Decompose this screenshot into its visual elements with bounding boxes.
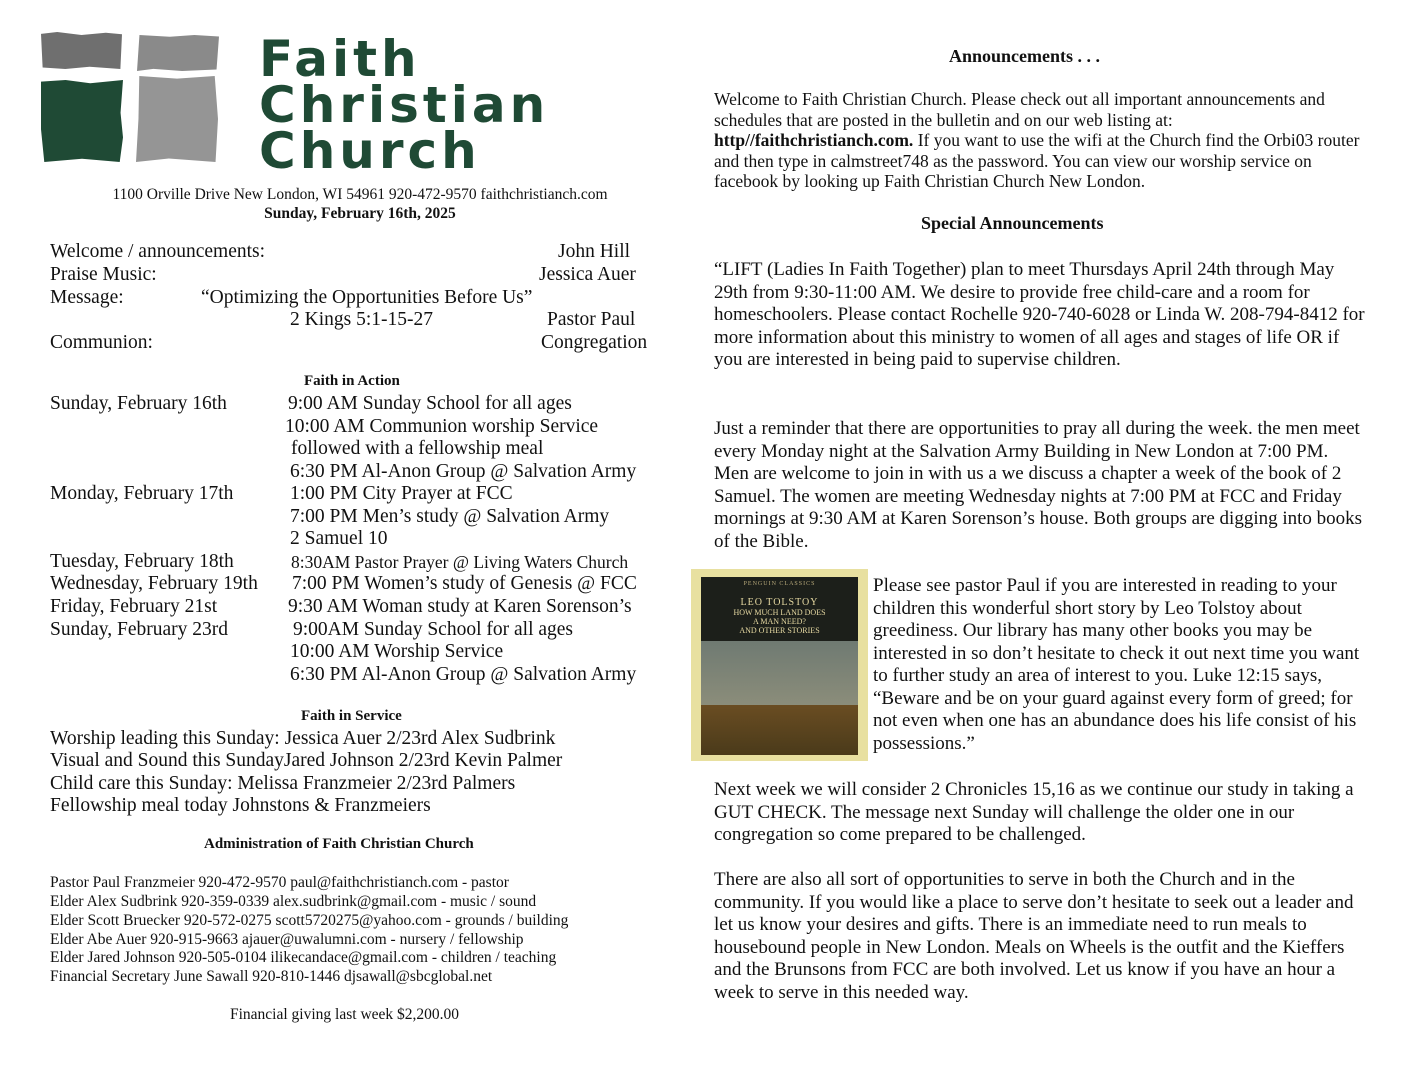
logo-block	[137, 35, 219, 71]
service-line: Visual and Sound this SundayJared Johnson 2/23rd Kevin Palmer	[50, 750, 563, 771]
intro-text: If you want to use the wifi at the Church find the Orbi03 router and then type in calmstreet748 as the password. You can view our worship service on facebook by looking up Faith Christian Church New London.	[714, 130, 1360, 191]
service-line: Worship leading this Sunday: Jessica Auer 2/23rd Alex Sudbrink	[50, 728, 556, 749]
service-line: Child care this Sunday: Melissa Franzmeier 2/23rd Palmers	[50, 773, 516, 794]
logo-text-faith: Faith	[259, 30, 421, 88]
schedule-day: Monday, February 17th	[50, 483, 234, 504]
book-announcement: Please see pastor Paul if you are interested in reading to your children this wonderful short story by Leo Tolstoy about greediness. Our library has many other books you may be interested in so don’t hesitate to check it out next time you want to further study an area of interest to you. Luke 12:15 says, “Beware and be on your guard against every form of greed; for not even when one has an abundance does his life consist of his possessions.”	[873, 575, 1360, 754]
book-publisher: PENGUIN CLASSICS	[743, 581, 816, 587]
order-label: Communion:	[50, 332, 153, 353]
schedule-day: Friday, February 21st	[50, 596, 218, 617]
lift-announcement: “LIFT (Ladies In Faith Together) plan to meet Thursdays April 24th through May 29th from 9:30-11:00 AM. We desire to provide free child-care and a room for homeschoolers. Please contact Rochelle 920-740-6028 or Linda W. 208-794-8412 for more information about this ministry to women of all ages and stages of life OR if you are interested in being paid to supervise children.	[714, 259, 1365, 370]
schedule-day: Sunday, February 23rd	[50, 619, 228, 640]
order-label: Message:	[50, 287, 124, 308]
announcements-intro	[714, 89, 1364, 192]
message-title: “Optimizing the Opportunities Before Us”	[201, 287, 533, 308]
schedule-item: 8:30AM Pastor Prayer @ Living Waters Church	[291, 552, 629, 572]
service-line: Fellowship meal today Johnstons & Franzmeiers	[50, 795, 431, 816]
schedule-item: 9:00AM Sunday School for all ages	[293, 619, 574, 640]
announcements-heading: Announcements . . .	[949, 46, 1101, 66]
scripture-reference: 2 Kings 5:1-15-27	[290, 309, 433, 330]
faith-in-service-heading: Faith in Service	[301, 708, 402, 724]
admin-contact: Pastor Paul Franzmeier 920-472-9570 paul@faithchristianch.com - pastor	[50, 874, 509, 891]
administration-heading: Administration of Faith Christian Church	[204, 836, 474, 852]
book-cover-image	[691, 569, 868, 761]
admin-contact: Elder Jared Johnson 920-505-0104 ilikecandace@gmail.com - children / teaching	[50, 949, 557, 966]
schedule-item: 7:00 PM Women’s study of Genesis @ FCC	[292, 573, 637, 594]
order-value: John Hill	[558, 241, 631, 262]
book-author: LEO TOLSTOY	[740, 597, 819, 608]
admin-contact: Financial Secretary June Sawall 920-810-1446 djsawall@sbcglobal.net	[50, 968, 493, 985]
admin-contact: Elder Alex Sudbrink 920-359-0339 alex.sudbrink@gmail.com - music / sound	[50, 893, 537, 910]
book-title: HOW MUCH LAND DOES A MAN NEED? AND OTHER STORIES	[733, 608, 826, 635]
order-value: Jessica Auer	[539, 264, 636, 285]
admin-contact: Elder Scott Bruecker 920-572-0275 scott5720275@yahoo.com - grounds / building	[50, 912, 569, 929]
schedule-item: 7:00 PM Men’s study @ Salvation Army	[290, 506, 610, 527]
schedule-day: Tuesday, February 18th	[50, 551, 234, 572]
order-value: Pastor Paul	[547, 309, 636, 330]
logo-text-christian: Christian	[259, 76, 550, 134]
logo-block	[41, 32, 122, 69]
schedule-item: 9:30 AM Woman study at Karen Sorenson’s	[288, 596, 632, 617]
church-address: 1100 Orville Drive New London, WI 54961 920-472-9570 faithchristianch.com	[112, 186, 608, 203]
faith-in-action-heading: Faith in Action	[304, 373, 400, 389]
schedule-item: 10:00 AM Communion worship Service	[285, 416, 599, 437]
schedule-item: 10:00 AM Worship Service	[290, 641, 504, 662]
next-week-announcement: Next week we will consider 2 Chronicles 15,16 as we continue our study in taking a GUT CHECK. The message next Sunday will challenge the older one in our congregation so come prepared to be challenged.	[714, 779, 1354, 845]
logo-text-church: Church	[259, 122, 481, 180]
prayer-announcement: Just a reminder that there are opportunities to pray all during the week. the men meet every Monday night at the Salvation Army Building in New London at 7:00 PM. Men are welcome to join in with us a we discuss a chapter a week of the book of 2 Samuel. The women are meeting Wednesday nights at 7:00 PM at FCC and Friday mornings at 9:30 AM at Karen Sorenson’s house. Both groups are digging into books of the Bible.	[714, 418, 1363, 552]
intro-text: Welcome to Faith Christian Church. Please check out all important announcements and schedules that are posted in the bulletin and on our web listing at:	[714, 89, 1325, 130]
order-value: Congregation	[541, 332, 648, 353]
serve-announcement: There are also all sort of opportunities to serve in both the Church and in the community. If you would like a place to serve don’t hesitate to seek out a leader and let us know your desires and gifts. There is an immediate need to run meals to housebound people in New London. Meals on Wheels is the outfit and the Kieffers and the Brunsons from FCC are both involved. Let us know if you have an hour a week to serve in this needed way.	[714, 869, 1354, 1003]
logo-block	[136, 76, 218, 162]
schedule-item: 6:30 PM Al-Anon Group @ Salvation Army	[290, 664, 637, 685]
order-label: Praise Music:	[50, 264, 157, 285]
schedule-day: Wednesday, February 19th	[50, 573, 258, 594]
schedule-item: 6:30 PM Al-Anon Group @ Salvation Army	[290, 461, 637, 482]
church-logo	[41, 30, 681, 180]
logo-block	[41, 80, 123, 162]
special-announcements-heading: Special Announcements	[921, 213, 1104, 233]
schedule-item: 2 Samuel 10	[290, 528, 388, 549]
schedule-item: followed with a fellowship meal	[291, 438, 544, 459]
service-date: Sunday, February 16th, 2025	[264, 205, 456, 222]
website-link[interactable]: http//faithchristianch.com.	[714, 130, 914, 150]
admin-contact: Elder Abe Auer 920-915-9663 ajauer@uwalumni.com - nursery / fellowship	[50, 931, 524, 948]
financial-giving: Financial giving last week $2,200.00	[230, 1006, 460, 1023]
schedule-item: 9:00 AM Sunday School for all ages	[288, 393, 572, 414]
order-label: Welcome / announcements:	[50, 241, 266, 262]
schedule-item: 1:00 PM City Prayer at FCC	[290, 483, 513, 504]
schedule-day: Sunday, February 16th	[50, 393, 227, 414]
